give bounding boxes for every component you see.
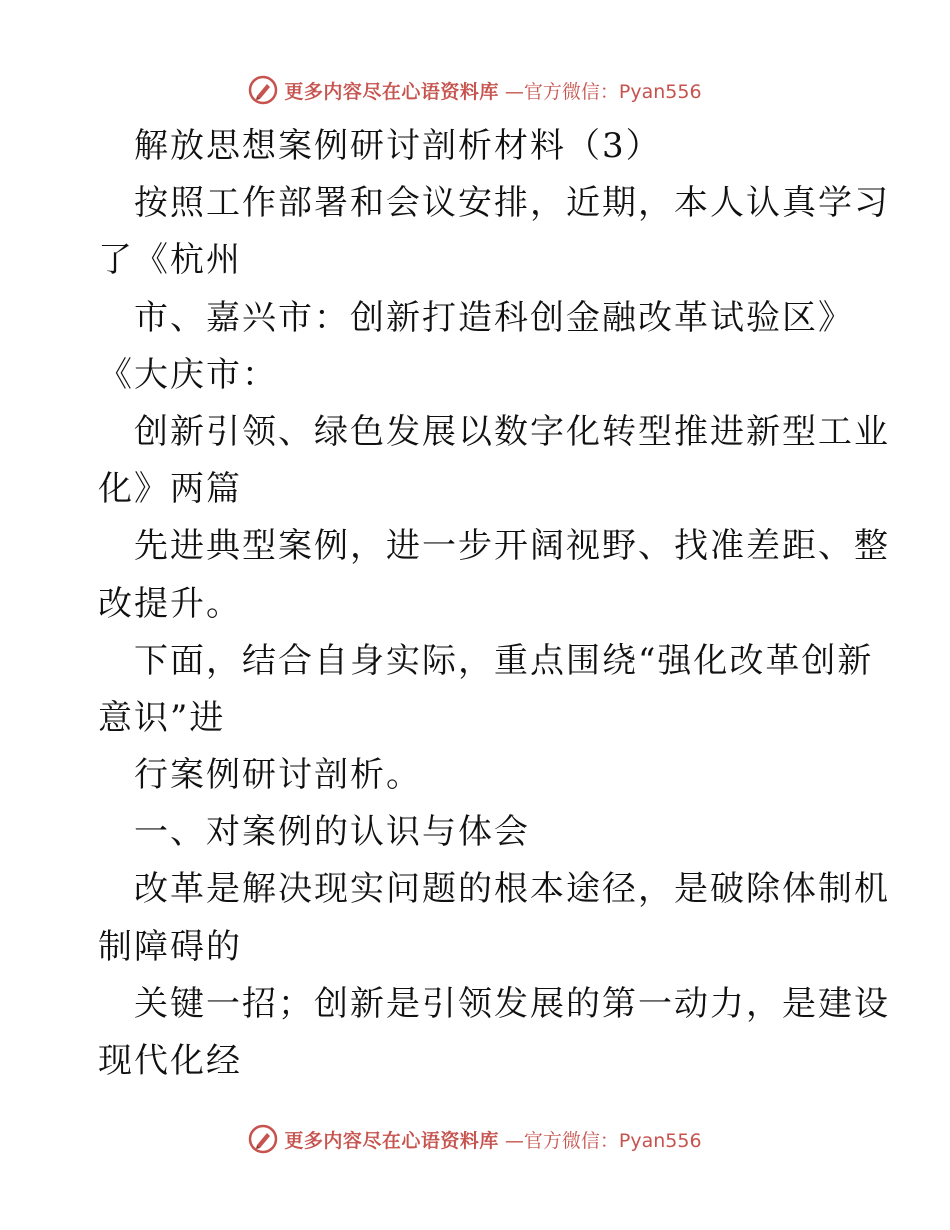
text-line: 意识”进 xyxy=(98,697,226,738)
text-line: 改提升。 xyxy=(98,583,242,624)
text-line: 市、嘉兴市：创新打造科创金融改革试验区》 xyxy=(134,297,854,338)
footer-watermark xyxy=(0,1121,950,1157)
text-line: 关键一招；创新是引领发展的第一动力，是建设 xyxy=(134,983,890,1024)
text-line: 《大庆市： xyxy=(98,354,278,395)
text-line: 了《杭州 xyxy=(98,240,242,281)
document-title: 解放思想案例研讨剖析材料（3） xyxy=(134,126,662,166)
text-line: 行案例研讨剖析。 xyxy=(134,755,422,796)
text-line: 制障碍的 xyxy=(98,926,242,967)
footer-brand-text: 更多内容尽在心语资料库 xyxy=(284,1129,499,1152)
text-line: 下面，结合自身实际，重点围绕“强化改革创新 xyxy=(134,640,874,681)
text-line: 按照工作部署和会议安排，近期，本人认真学习 xyxy=(134,183,890,224)
section-heading: 一、对案例的认识与体会 xyxy=(134,812,530,853)
text-line: 化》两篇 xyxy=(98,469,242,510)
pen-logo-icon xyxy=(248,75,278,105)
text-line: 现代化经 xyxy=(98,1041,242,1081)
document-body xyxy=(98,118,890,1090)
text-line: 先进典型案例，进一步开阔视野、找准差距、整 xyxy=(134,526,890,567)
header-watermark xyxy=(0,72,950,108)
text-line: 创新引领、绿色发展以数字化转型推进新型工业 xyxy=(134,411,890,452)
pen-logo-icon xyxy=(248,1124,278,1154)
footer-contact-text: —官方微信：Pyan556 xyxy=(504,1129,702,1152)
header-brand-text: 更多内容尽在心语资料库 xyxy=(284,80,499,103)
header-contact-text: —官方微信：Pyan556 xyxy=(504,80,702,103)
text-line: 改革是解决现实问题的根本途径，是破除体制机 xyxy=(134,869,890,910)
